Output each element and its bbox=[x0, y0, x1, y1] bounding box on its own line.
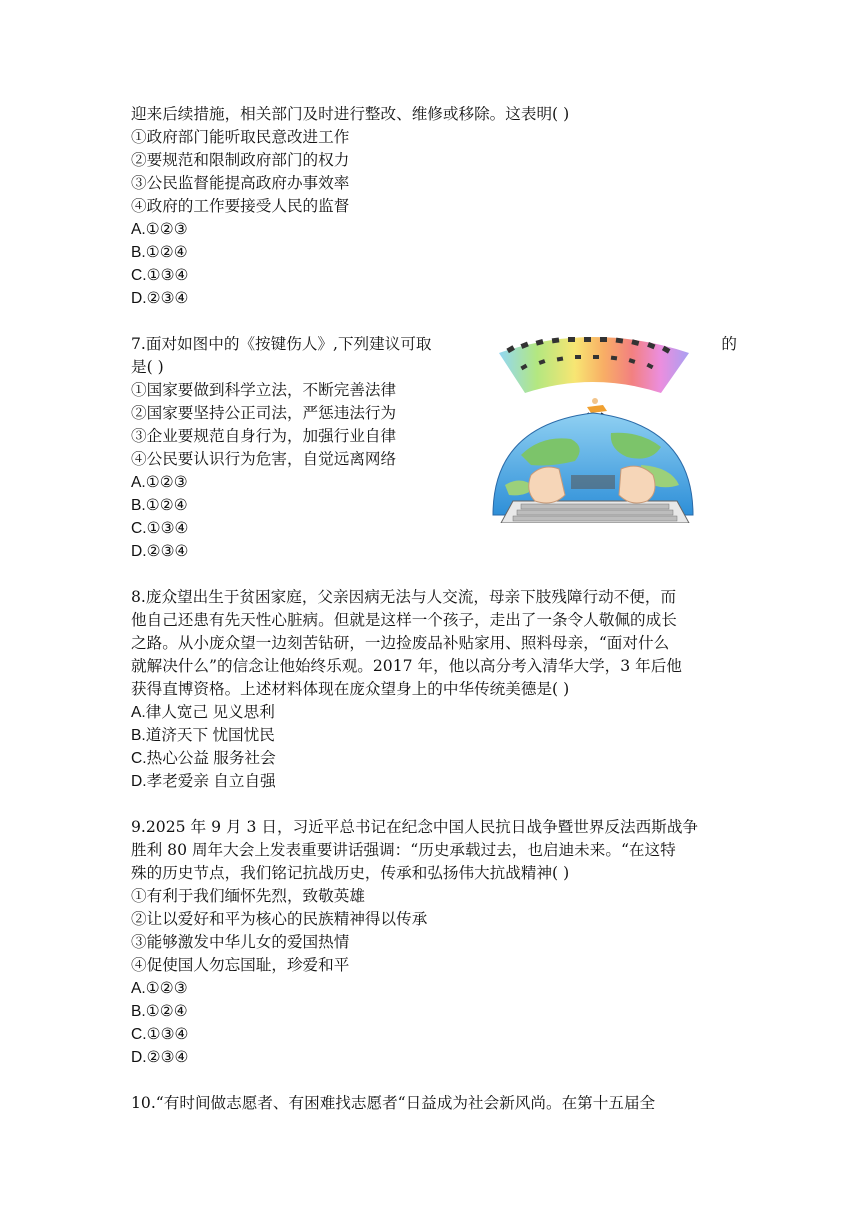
q6-item: ①政府部门能听取民意改进工作 bbox=[131, 128, 350, 146]
q8-option-d[interactable]: D.孝老爱亲 自立自强 bbox=[131, 773, 276, 790]
q9-stem-line: 胜利 80 周年大会上发表重要讲话强调：“历史承载过去，也启迪未来。“在这特 bbox=[131, 841, 676, 859]
q6-item: ②要规范和限制政府部门的权力 bbox=[131, 151, 350, 169]
q8-stem-line: 获得直博资格。上述材料体现在庞众望身上的中华传统美德是( ) bbox=[131, 680, 570, 698]
q6-option-b[interactable]: B.①②④ bbox=[131, 244, 188, 261]
q9-option-a[interactable]: A.①②③ bbox=[131, 980, 188, 997]
q8-stem-line: 之路。从小庞众望一边刻苦钻研，一边捡废品补贴家用、照料母亲，“面对什么 bbox=[131, 634, 670, 652]
q6-item: ③公民监督能提高政府办事效率 bbox=[131, 174, 350, 192]
q8-stem-line: 8.庞众望出生于贫困家庭，父亲因病无法与人交流，母亲下肢残障行动不便，而 bbox=[131, 588, 677, 606]
q6-option-d[interactable]: D.②③④ bbox=[131, 290, 189, 307]
q7-item: ②国家要坚持公正司法，严惩违法行为 bbox=[131, 404, 397, 422]
q6-option-c[interactable]: C.①③④ bbox=[131, 267, 189, 284]
q6-stem-tail: 迎来后续措施，相关部门及时进行整改、维修或移除。这表明( ) bbox=[131, 105, 570, 123]
q8-option-c[interactable]: C.热心公益 服务社会 bbox=[131, 750, 276, 767]
q6-option-a[interactable]: A.①②③ bbox=[131, 221, 188, 238]
q9-stem-line: 9.2025 年 9 月 3 日，习近平总书记在纪念中国人民抗日战争暨世界反法西斯战争 bbox=[131, 818, 699, 836]
q9-option-c[interactable]: C.①③④ bbox=[131, 1026, 189, 1043]
q6-item: ④政府的工作要接受人民的监督 bbox=[131, 197, 350, 215]
q8-option-b[interactable]: B.道济天下 忧国忧民 bbox=[131, 727, 275, 744]
content bbox=[131, 103, 741, 1115]
q8-stem-line: 他自己还患有先天性心脏病。但就是这样一个孩子，走出了一条令人敬佩的成长 bbox=[131, 611, 677, 629]
q8-stem-line: 就解决什么”的信念让他始终乐观。2017 年，他以高分考入清华大学，3 年后他 bbox=[131, 657, 682, 675]
q7-option-d[interactable]: D.②③④ bbox=[131, 543, 189, 560]
q7-option-c[interactable]: C.①③④ bbox=[131, 520, 189, 537]
q9-option-b[interactable]: B.①②④ bbox=[131, 1003, 188, 1020]
q7-option-a[interactable]: A.①②③ bbox=[131, 474, 188, 491]
q9-option-d[interactable]: D.②③④ bbox=[131, 1049, 189, 1066]
q7-stem-line2: 是( ) bbox=[131, 358, 164, 376]
q9-item: ①有利于我们缅怀先烈，致敬英雄 bbox=[131, 887, 365, 905]
q7-option-b[interactable]: B.①②④ bbox=[131, 497, 188, 514]
q9-stem-line: 殊的历史节点，我们铭记抗战历史，传承和弘扬伟大抗战精神( ) bbox=[131, 864, 570, 882]
cartoon-keyboard-globe-icon bbox=[491, 335, 696, 523]
q7-block bbox=[131, 333, 741, 563]
q9-item: ②让以爱好和平为核心的民族精神得以传承 bbox=[131, 910, 428, 928]
q7-item: ④公民要认识行为危害，自觉远离网络 bbox=[131, 450, 397, 468]
q9-item: ④促使国人勿忘国耻，珍爱和平 bbox=[131, 956, 350, 974]
q7-stem-line1: 7.面对如图中的《按键伤人》,下列建议可取 bbox=[131, 335, 432, 353]
q7-text bbox=[131, 333, 491, 563]
q7-stem-de: 的 bbox=[721, 335, 737, 353]
q7-item: ①国家要做到科学立法，不断完善法律 bbox=[131, 381, 397, 399]
q10-stem-head: 10.“有时间做志愿者、有困难找志愿者“日益成为社会新风尚。在第十五届全 bbox=[131, 1094, 656, 1112]
q7-item: ③企业要规范自身行为，加强行业自律 bbox=[131, 427, 397, 445]
q9-item: ③能够激发中华儿女的爱国热情 bbox=[131, 933, 350, 951]
q8-option-a[interactable]: A.律人宽己 见义思利 bbox=[131, 704, 275, 721]
